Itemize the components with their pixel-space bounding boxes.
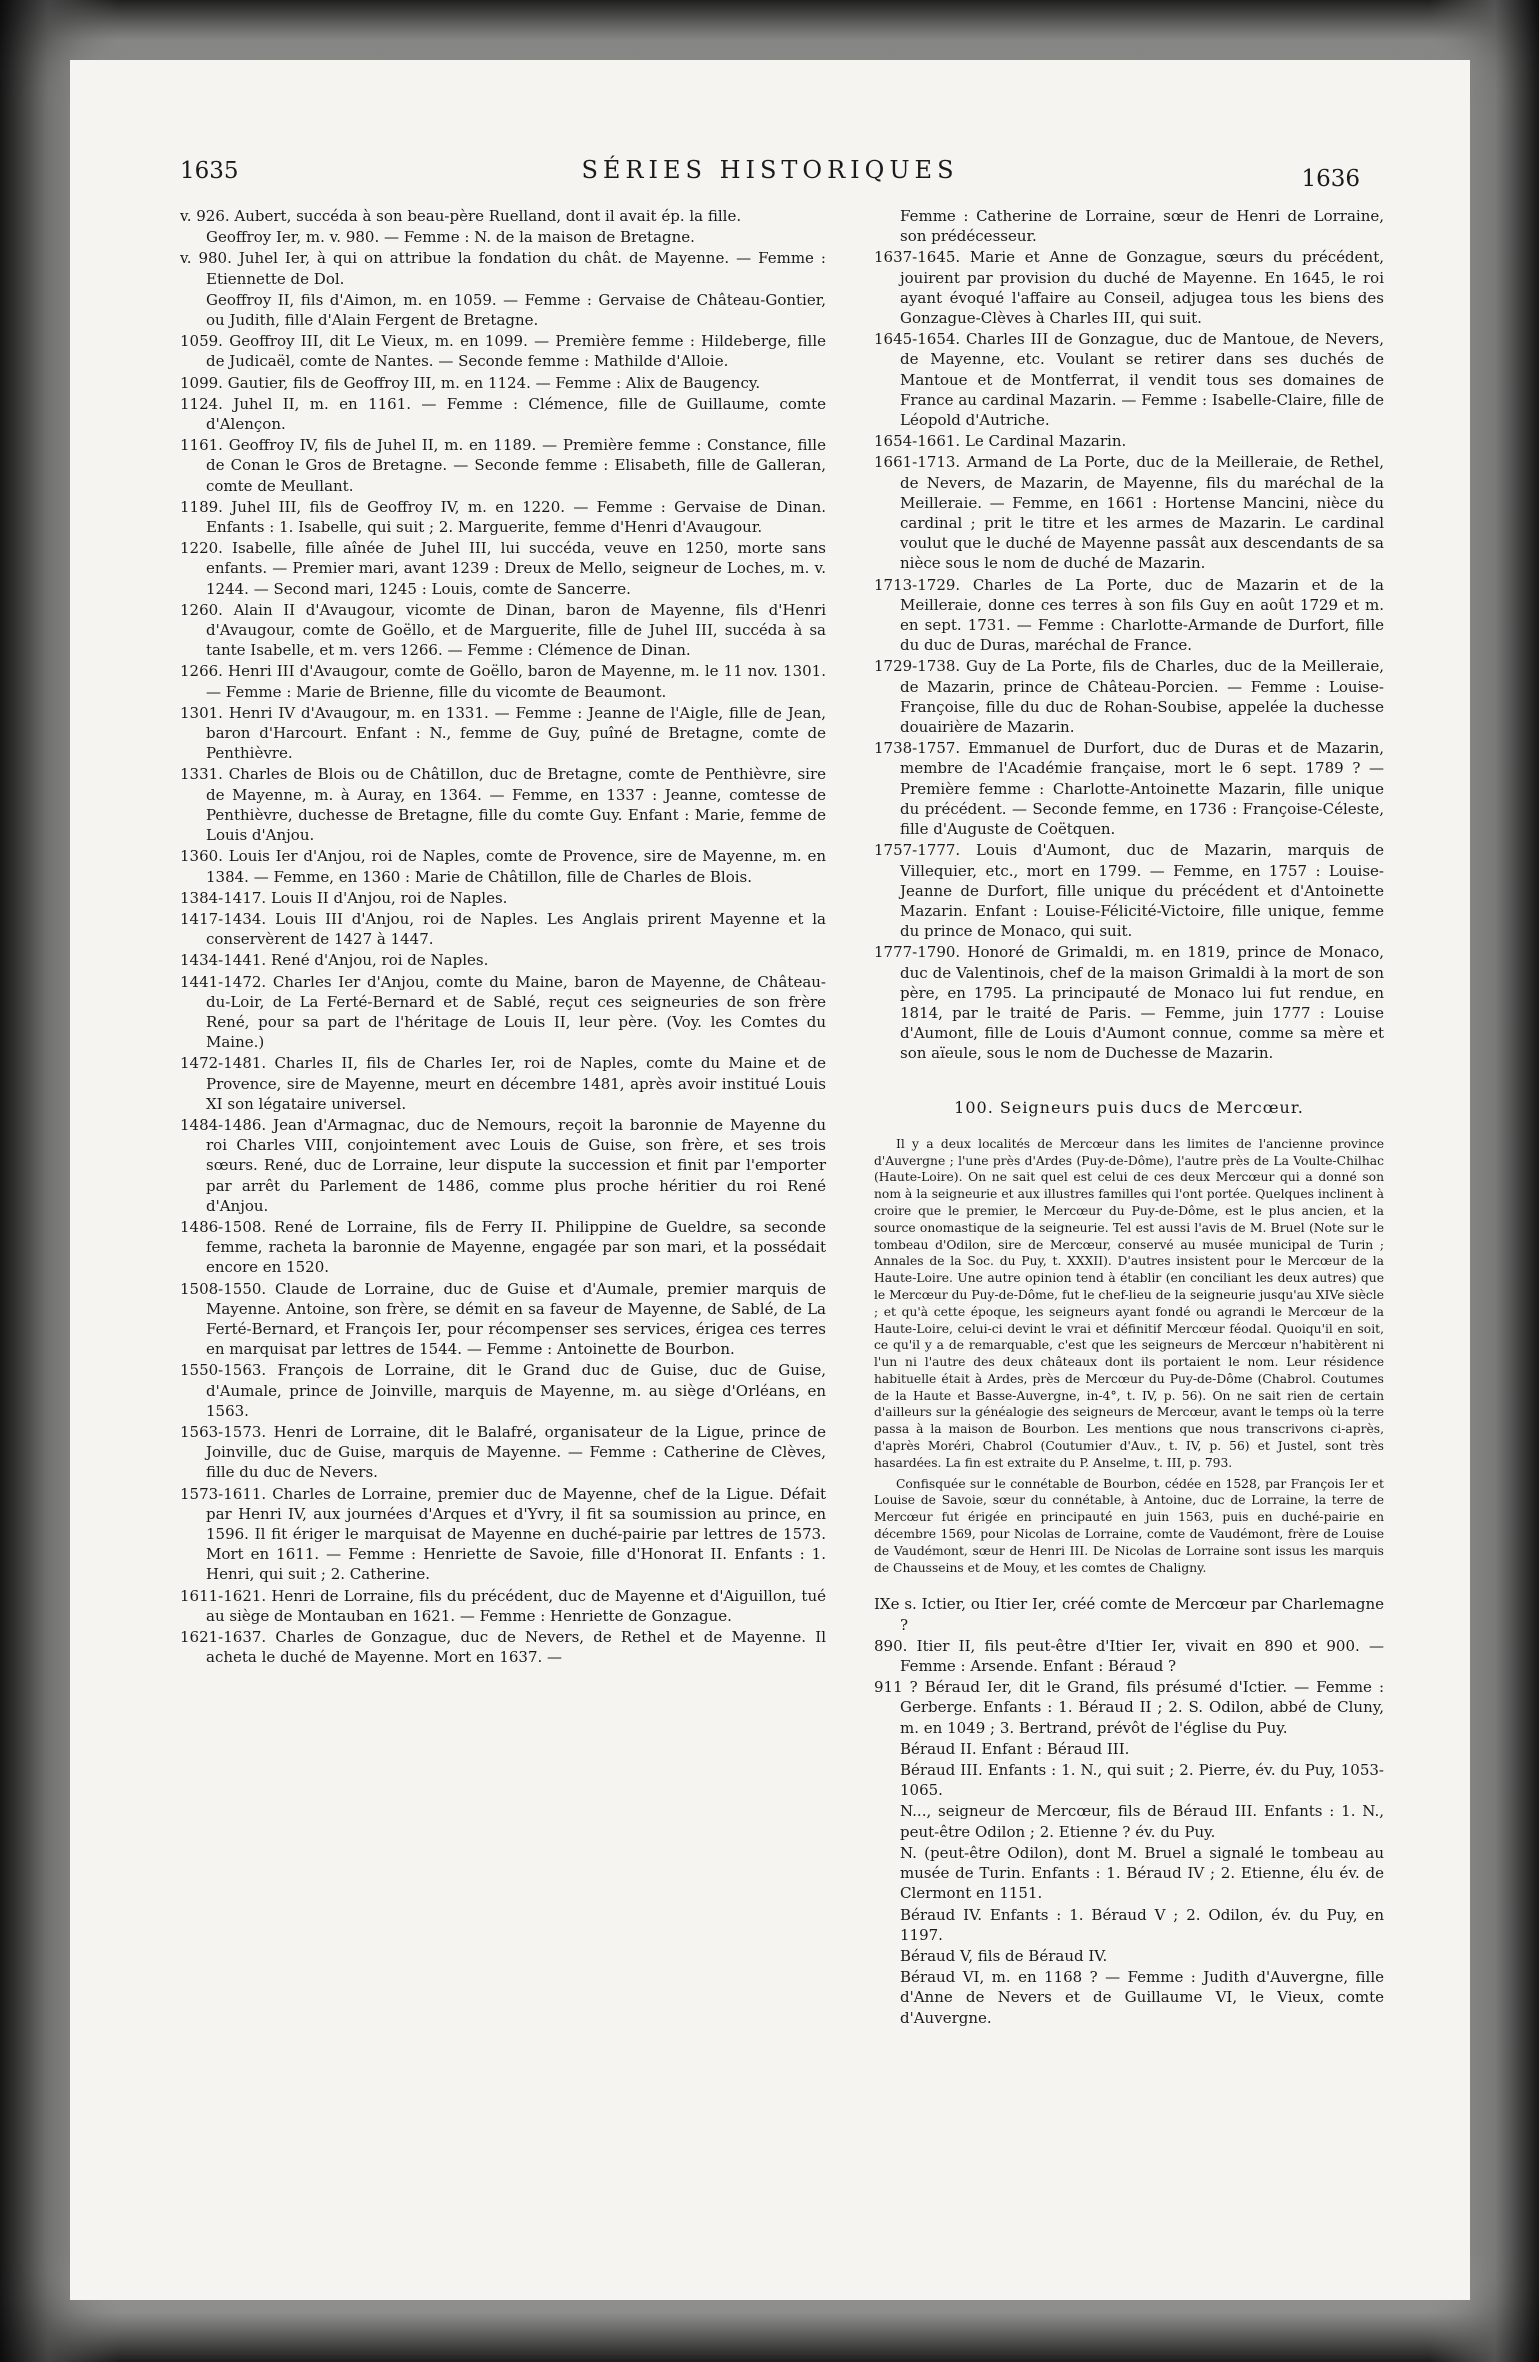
entry: v. 980. Juhel Ier, à qui on attribue la fondation du chât. de Mayenne. — Femme : Etiennette de Dol. [180, 249, 826, 288]
entry: 1189. Juhel III, fils de Geoffroy IV, m. en 1220. — Femme : Gervaise de Dinan. Enfants : 1. Isabelle, qui suit ; 2. Marguerite, femme d'Henri d'Avaugour. [180, 497, 826, 537]
entry: 1434-1441. René d'Anjou, roi de Naples. [180, 951, 489, 970]
entry: Geoffroy II, fils d'Aimon, m. en 1059. — Femme : Gervaise de Château-Gontier, ou Judith, fille d'Alain Fergent de Bretagne. [206, 290, 826, 330]
entry: 1637-1645. Marie et Anne de Gonzague, sœurs du précédent, jouirent par provision du duché de Mayenne. En 1645, le roi ayant évoqué l'affaire au Conseil, adjugea tous les biens des Gonzague-Clèves à Charles III, qui suit. [874, 248, 1384, 328]
entry: 1360. Louis Ier d'Anjou, roi de Naples, comte de Provence, sire de Mayenne, m. en 1384. — Femme, en 1360 : Marie de Châtillon, fille de Charles de Blois. [180, 847, 826, 886]
entry: v. 926. Aubert, succéda à son beau-père Ruelland, dont il avait ép. la fille. [180, 207, 742, 225]
entry: 1441-1472. Charles Ier d'Anjou, comte du Maine, baron de Mayenne, de Château-du-Loir, de La Ferté-Bernard et de Sablé, reçut ces seigneuries de son frère René, pour sa part de l'héritage de Louis II, leur père. (Voy. les Comtes du Maine.) [180, 972, 826, 1052]
entry: 1484-1486. Jean d'Armagnac, duc de Nemours, reçoit la baronnie de Mayenne du roi Charles VIII, conjointement avec Louis de Guise, son frère, et ses trois sœurs. René, duc de Lorraine, leur dispute la succession et finit par l'emporter par arrêt du Parlement de 1486, comme plus proche héritier du roi René d'Anjou. [180, 1115, 826, 1215]
entry: Béraud VI, m. en 1168 ? — Femme : Judith d'Auvergne, fille d'Anne de Nevers et de Guillaume VI, le Vieux, comte d'Auvergne. [900, 1968, 1384, 2027]
entry: 1059. Geoffroy III, dit Le Vieux, m. en 1099. — Première femme : Hildeberge, fille de Judicaël, comte de Nantes. — Seconde femme : Mathilde d'Alloie. [180, 332, 826, 371]
entry: 1729-1738. Guy de La Porte, fils de Charles, duc de la Meilleraie, de Mazarin, prince de Château-Porcien. — Femme : Louise-Françoise, fille du duc de Rohan-Soubise, appelée la duchesse douairière de Mazarin. [874, 657, 1384, 737]
entry: 1573-1611. Charles de Lorraine, premier duc de Mayenne, chef de la Ligue. Défait par Henri IV, aux journées d'Arques et d'Yvry, il fit sa soumission au prince, en 1596. Il fit ériger le marquisat de Mayenne en duché-pairie par lettres de 1573. Mort en 1611. — Femme : Henriette de Savoie, fille d'Honorat II. Enfants : 1. Henri, qui suit ; 2. Catherine. [180, 1484, 826, 1584]
entry: 1220. Isabelle, fille aînée de Juhel III, lui succéda, veuve en 1250, morte sans enfants. — Premier mari, avant 1239 : Dreux de Mello, seigneur de Loches, m. v. 1244. — Second mari, 1245 : Louis, comte de Sancerre. [180, 539, 826, 598]
entry: 1563-1573. Henri de Lorraine, dit le Balafré, organisateur de la Ligue, prince de Joinville, duc de Guise, marquis de Mayenne. — Femme : Catherine de Clèves, fille du duc de Nevers. [180, 1422, 826, 1482]
entry: 1124. Juhel II, m. en 1161. — Femme : Clémence, fille de Guillaume, comte d'Alençon. [180, 394, 826, 434]
entry: 1738-1757. Emmanuel de Durfort, duc de Duras et de Mazarin, membre de l'Académie française, mort le 6 sept. 1789 ? — Première femme : Charlotte-Antoinette Mazarin, fille unique du précédent. — Seconde femme, en 1736 : Françoise-Céleste, fille d'Auguste de Coëtquen. [874, 739, 1384, 839]
entry: 1654-1661. Le Cardinal Mazarin. [874, 432, 1127, 451]
note-paragraph: Il y a deux localités de Mercœur dans les limites de l'ancienne province d'Auvergne ; l'une près d'Ardes (Puy-de-Dôme), l'autre près de La Voulte-Chilhac (Haute-Loire). On ne sait quel est celui de ces deux Mercœur qui a donné son nom à la seigneurie et aux illustres familles qui l'ont portée. Quelques inclinent à croire que le premier, le Mercœur du Puy-de-Dôme, est le plus ancien, et la source onomastique de la seigneurie. Tel est aussi l'avis de M. Bruel (Note sur le tombeau d'Odilon, sire de Mercœur, conservé au musée municipal de Turin ; Annales de la Soc. du Puy, t. XXXII). D'autres insistent pour le Mercœur de la Haute-Loire. Une autre opinion tend à établir (en conciliant les deux autres) que le Mercœur du Puy-de-Dôme, fut le chef-lieu de la seigneurie jusqu'au XIVe siècle ; et qu'à cette époque, les seigneurs ayant fondé ou agrandi le Mercœur de la Haute-Loire, celui-ci devint le vrai et définitif Mercœur féodal. Quoiqu'il en soit, ce qu'il y a de remarquable, c'est que les seigneurs de Mercœur n'habitèrent ni l'un ni l'autre des deux châteaux dont ils portaient le nom. Leur résidence habituelle était à Ardes, près de Mercœur du Puy-de-Dôme (Chabrol. Coutumes de la Haute et Basse-Auvergne, in-4°, t. IV, p. 56). On ne sait rien de certain d'ailleurs sur la généalogie des seigneurs de Mercœur, avant le temps où la terre passa à la maison de Bourbon. Les mentions que nous transcrivons ci-après, d'après Moréri, Chabrol (Coutumier d'Auv., t. IV, p. 56) et Justel, sont très hasardées. La fin est extraite du P. Anselme, t. III, p. 793. [874, 1136, 1384, 1470]
entry: Geoffroy Ier, m. v. 980. — Femme : N. de la maison de Bretagne. [206, 228, 695, 247]
entry: 1713-1729. Charles de La Porte, duc de Mazarin et de la Meilleraie, donne ces terres à son fils Guy en août 1729 et m. en sept. 1731. — Femme : Charlotte-Armande de Durfort, fille du duc de Duras, maréchal de France. [874, 575, 1384, 655]
entry: 1757-1777. Louis d'Aumont, duc de Mazarin, marquis de Villequier, etc., mort en 1799. — Femme, en 1757 : Louise-Jeanne de Durfort, fille unique du précédent et d'Antoinette Mazarin. Enfant : Louise-Félicité-Victoire, fille unique, femme du prince de Monaco, qui suit. [874, 841, 1384, 941]
entry: 1550-1563. François de Lorraine, dit le Grand duc de Guise, duc de Guise, d'Aumale, prince de Joinville, marquis de Mayenne, m. au siège d'Orléans, en 1563. [180, 1361, 826, 1420]
entry: 1260. Alain II d'Avaugour, vicomte de Dinan, baron de Mayenne, fils d'Henri d'Avaugour, comte de Goëllo, et de Marguerite, fille de Juhel III, succéda à sa tante Isabelle, et m. vers 1266. — Femme : Clémence de Dinan. [180, 600, 826, 660]
entry: 911 ? Béraud Ier, dit le Grand, fils présumé d'Ictier. — Femme : Gerberge. Enfants : 1. Béraud II ; 2. S. Odilon, abbé de Cluny, m. en 1049 ; 3. Bertrand, prévôt de l'église du Puy. [874, 1678, 1384, 1737]
entry: N. (peut-être Odilon), dont M. Bruel a signalé le tombeau au musée de Turin. Enfants : 1. Béraud IV ; 2. Etienne, élu év. de Clermont en 1151. [900, 1843, 1384, 1903]
entry: 1417-1434. Louis III d'Anjou, roi de Naples. Les Anglais prirent Mayenne et la conservèrent de 1427 à 1447. [180, 909, 826, 949]
entry: 1472-1481. Charles II, fils de Charles Ier, roi de Naples, comte du Maine et de Provence, sire de Mayenne, meurt en décembre 1481, après avoir institué Louis XI son légataire universel. [180, 1054, 826, 1113]
entry: 1161. Geoffroy IV, fils de Juhel II, m. en 1189. — Première femme : Constance, fille de Conan le Gros de Bretagne. — Seconde femme : Elisabeth, fille de Galleran, comte de Meullant. [180, 436, 826, 495]
entry: 1661-1713. Armand de La Porte, duc de la Meilleraie, de Rethel, de Nevers, de Mazarin, de Mayenne, fils du maréchal de la Meilleraie. — Femme, en 1661 : Hortense Mancini, nièce du cardinal ; prit le titre et les armes de Mazarin. Le cardinal voulut que le duché de Mayenne passât aux descendants de sa nièce sous le nom de duché de Mazarin. [874, 453, 1384, 573]
entry: Béraud III. Enfants : 1. N., qui suit ; 2. Pierre, év. du Puy, 1053-1065. [900, 1761, 1384, 1800]
entry: 1611-1621. Henri de Lorraine, fils du précédent, duc de Mayenne et d'Aiguillon, tué au siège de Montauban en 1621. — Femme : Henriette de Gonzague. [180, 1586, 826, 1625]
left-column [180, 206, 826, 1668]
entry: 1384-1417. Louis II d'Anjou, roi de Naples. [180, 888, 508, 907]
entry: 1777-1790. Honoré de Grimaldi, m. en 1819, prince de Monaco, duc de Valentinois, chef de la maison Grimaldi à la mort de son père, en 1795. La principauté de Monaco lui fut rendue, en 1814, par le traité de Paris. — Femme, juin 1777 : Louise d'Aumont, fille de Louis d'Aumont connue, comme sa mère et son aïeule, sous le nom de Duchesse de Mazarin. [874, 943, 1384, 1063]
entry: IXe s. Ictier, ou Itier Ier, créé comte de Mercœur par Charlemagne ? [874, 1595, 1384, 1634]
note-paragraph: Confisquée sur le connétable de Bourbon, cédée en 1528, par François Ier et Louise de Savoie, sœur du connétable, à Antoine, duc de Lorraine, la terre de Mercœur fut érigée en principauté en juin 1563, puis en duché-pairie en décembre 1569, pour Nicolas de Lorraine, comte de Vaudémont, frère de Louise de Vaudémont, sœur de Henri III. De Nicolas de Lorraine sont issus les marquis de Chausseins et de Mouy, et les comtes de Chaligny. [874, 1476, 1384, 1575]
entry: Femme : Catherine de Lorraine, sœur de Henri de Lorraine, son prédécesseur. [900, 207, 1384, 246]
entry: 1508-1550. Claude de Lorraine, duc de Guise et d'Aumale, premier marquis de Mayenne. Antoine, son frère, se démit en sa faveur de Mayenne, de Sablé, de La Ferté-Bernard, et François Ier, pour récompenser ses services, érigea ces terres en marquisat par lettres de 1544. — Femme : Antoinette de Bourbon. [180, 1279, 826, 1359]
page-header [180, 150, 1360, 194]
entry: N..., seigneur de Mercœur, fils de Béraud III. Enfants : 1. N., peut-être Odilon ; 2. Etienne ? év. du Puy. [900, 1802, 1384, 1841]
entry: 1301. Henri IV d'Avaugour, m. en 1331. — Femme : Jeanne de l'Aigle, fille de Jean, baron d'Harcourt. Enfant : N., femme de Guy, puîné de Bretagne, comte de Penthièvre. [180, 703, 826, 763]
entry: 1099. Gautier, fils de Geoffroy III, m. en 1124. — Femme : Alix de Baugency. [180, 373, 761, 392]
page-number-right: 1636 [1301, 166, 1360, 192]
section-title: 100. Seigneurs puis ducs de Mercœur. [954, 1097, 1304, 1117]
page-number-left: 1635 [180, 158, 239, 184]
running-title: SÉRIES HISTORIQUES [581, 156, 959, 184]
section-notes [874, 1136, 1384, 1577]
entry: Béraud II. Enfant : Béraud III. [900, 1739, 1130, 1758]
entry: 1486-1508. René de Lorraine, fils de Ferry II. Philippine de Gueldre, sa seconde femme, racheta la baronnie de Mayenne, engagée par son mari, et la possédait encore en 1520. [180, 1217, 826, 1277]
right-column [874, 206, 1384, 2029]
entry: 890. Itier II, fils peut-être d'Itier Ier, vivait en 890 et 900. — Femme : Arsende. Enfant : Béraud ? [874, 1636, 1384, 1676]
entry: 1621-1637. Charles de Gonzague, duc de Nevers, de Rethel et de Mayenne. Il acheta le duché de Mayenne. Mort en 1637. — [180, 1628, 826, 1667]
entry: 1331. Charles de Blois ou de Châtillon, duc de Bretagne, comte de Penthièvre, sire de Mayenne, m. à Auray, en 1364. — Femme, en 1337 : Jeanne, comtesse de Penthièvre, duchesse de Bretagne, fille du comte Guy. Enfant : Marie, femme de Louis d'Anjou. [180, 765, 826, 845]
entry: Béraud V, fils de Béraud IV. [900, 1946, 1108, 1965]
entry: Béraud IV. Enfants : 1. Béraud V ; 2. Odilon, év. du Puy, en 1197. [900, 1905, 1384, 1944]
entry: 1266. Henri III d'Avaugour, comte de Goëllo, baron de Mayenne, m. le 11 nov. 1301. — Femme : Marie de Brienne, fille du vicomte de Beaumont. [180, 662, 826, 701]
entry: 1645-1654. Charles III de Gonzague, duc de Mantoue, de Nevers, de Mayenne, etc. Voulant se retirer dans ses duchés de Mantoue et de Montferrat, il vendit tous ses domaines de France au cardinal Mazarin. — Femme : Isabelle-Claire, fille de Léopold d'Autriche. [874, 330, 1384, 430]
